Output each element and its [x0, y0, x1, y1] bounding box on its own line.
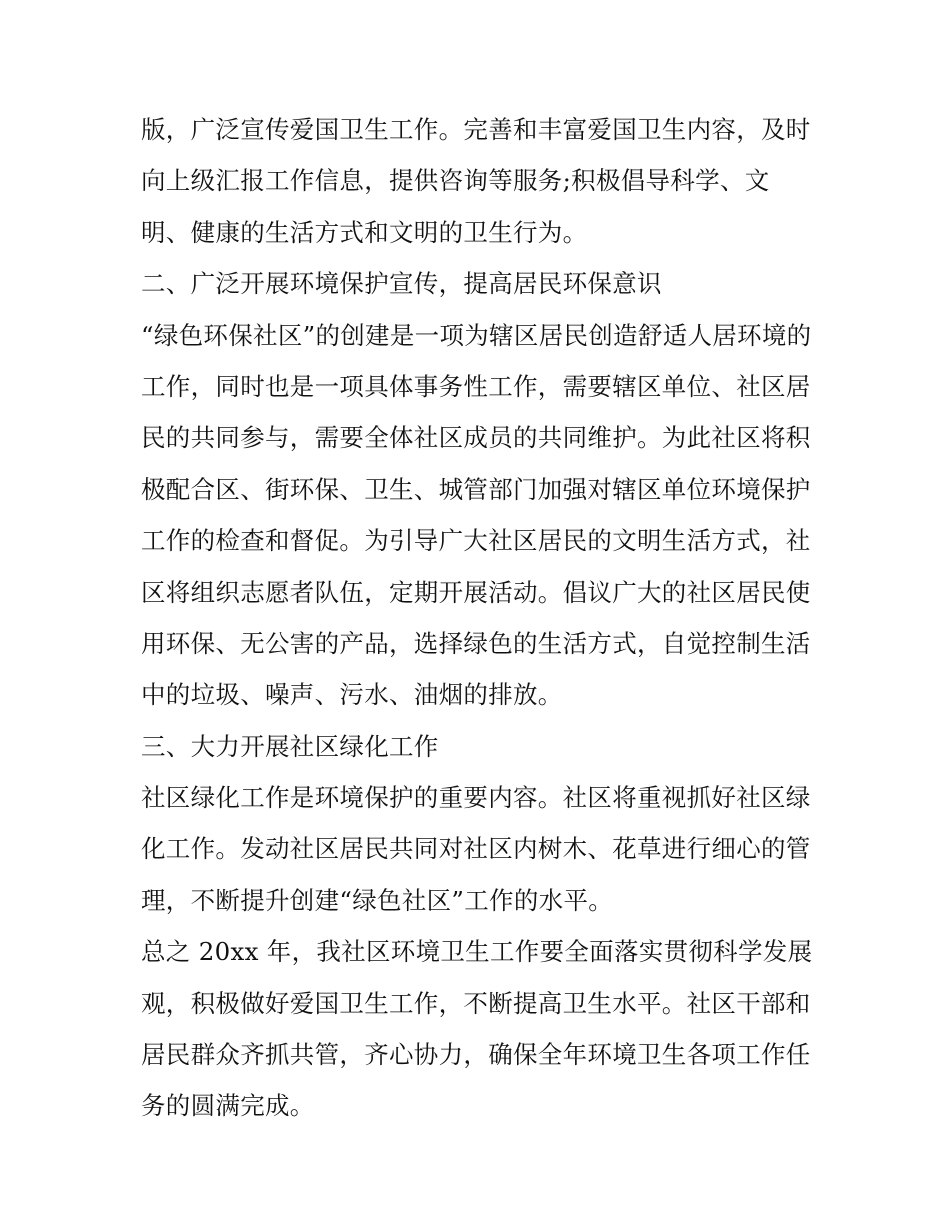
text-line: 总之 20xx 年，我社区环境卫生工作要全面落实贯彻科学发展: [141, 937, 813, 967]
document-body: [141, 104, 841, 1132]
text-line: 社区绿化工作是环境保护的重要内容。社区将重视抓好社区绿: [141, 783, 811, 813]
text-line: 版，广泛宣传爱国卫生工作。完善和丰富爱国卫生内容，及时: [141, 115, 811, 144]
section-heading-3: 三、大力开展社区绿化工作: [141, 731, 439, 761]
text-line: 向上级汇报工作信息，提供咨询等服务;积极倡导科学、文: [141, 166, 770, 196]
text-line: 用环保、无公害的产品，选择绿色的生活方式，自觉控制生活: [141, 628, 811, 658]
text-line: 区将组织志愿者队伍，定期开展活动。倡议广大的社区居民使: [141, 577, 811, 607]
text-line: 理，不断提升创建“绿色社区”工作的水平。: [141, 885, 614, 915]
text-line: 务的圆满完成。: [141, 1091, 315, 1121]
text-line: 工作，同时也是一项具体事务性工作，需要辖区单位、社区居: [141, 371, 811, 401]
text-line: 化工作。发动社区居民共同对社区内树木、花草进行细心的管: [141, 834, 811, 864]
text-line: 工作的检查和督促。为引导广大社区居民的文明生活方式，社: [141, 526, 811, 556]
section-heading-2: 二、广泛开展环境保护宣传，提高居民环保意识: [141, 269, 662, 299]
text-line: 民的共同参与，需要全体社区成员的共同维护。为此社区将积: [141, 423, 811, 453]
text-line: 中的垃圾、噪声、污水、油烟的排放。: [141, 680, 563, 710]
text-line: 居民群众齐抓共管，齐心协力，确保全年环境卫生各项工作任: [141, 1040, 811, 1070]
text-line: 明、健康的生活方式和文明的卫生行为。: [141, 217, 588, 247]
text-line: “绿色环保社区”的创建是一项为辖区居民创造舒适人居环境的: [141, 320, 812, 350]
text-line: 极配合区、街环保、卫生、城管部门加强对辖区单位环境保护: [141, 474, 811, 504]
text-line: 观，积极做好爱国卫生工作，不断提高卫生水平。社区干部和: [141, 988, 811, 1018]
